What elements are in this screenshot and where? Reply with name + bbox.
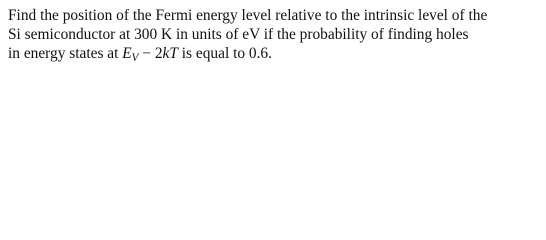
thermal-energy-term: kT bbox=[162, 45, 178, 62]
problem-line-3 bbox=[8, 44, 542, 63]
energy-symbol: E bbox=[122, 45, 132, 62]
problem-statement bbox=[8, 6, 542, 63]
problem-line-3-prefix: in energy states at bbox=[8, 45, 123, 62]
problem-line-3-suffix: is equal to 0.6. bbox=[177, 45, 272, 62]
problem-line-1: Find the position of the Fermi energy level relative to the intrinsic level of the bbox=[8, 7, 488, 24]
math-operator: − 2 bbox=[138, 45, 163, 62]
energy-subscript: V bbox=[131, 51, 139, 64]
problem-line-2: Si semiconductor at 300 K in units of eV if the probability of finding holes bbox=[8, 26, 469, 43]
